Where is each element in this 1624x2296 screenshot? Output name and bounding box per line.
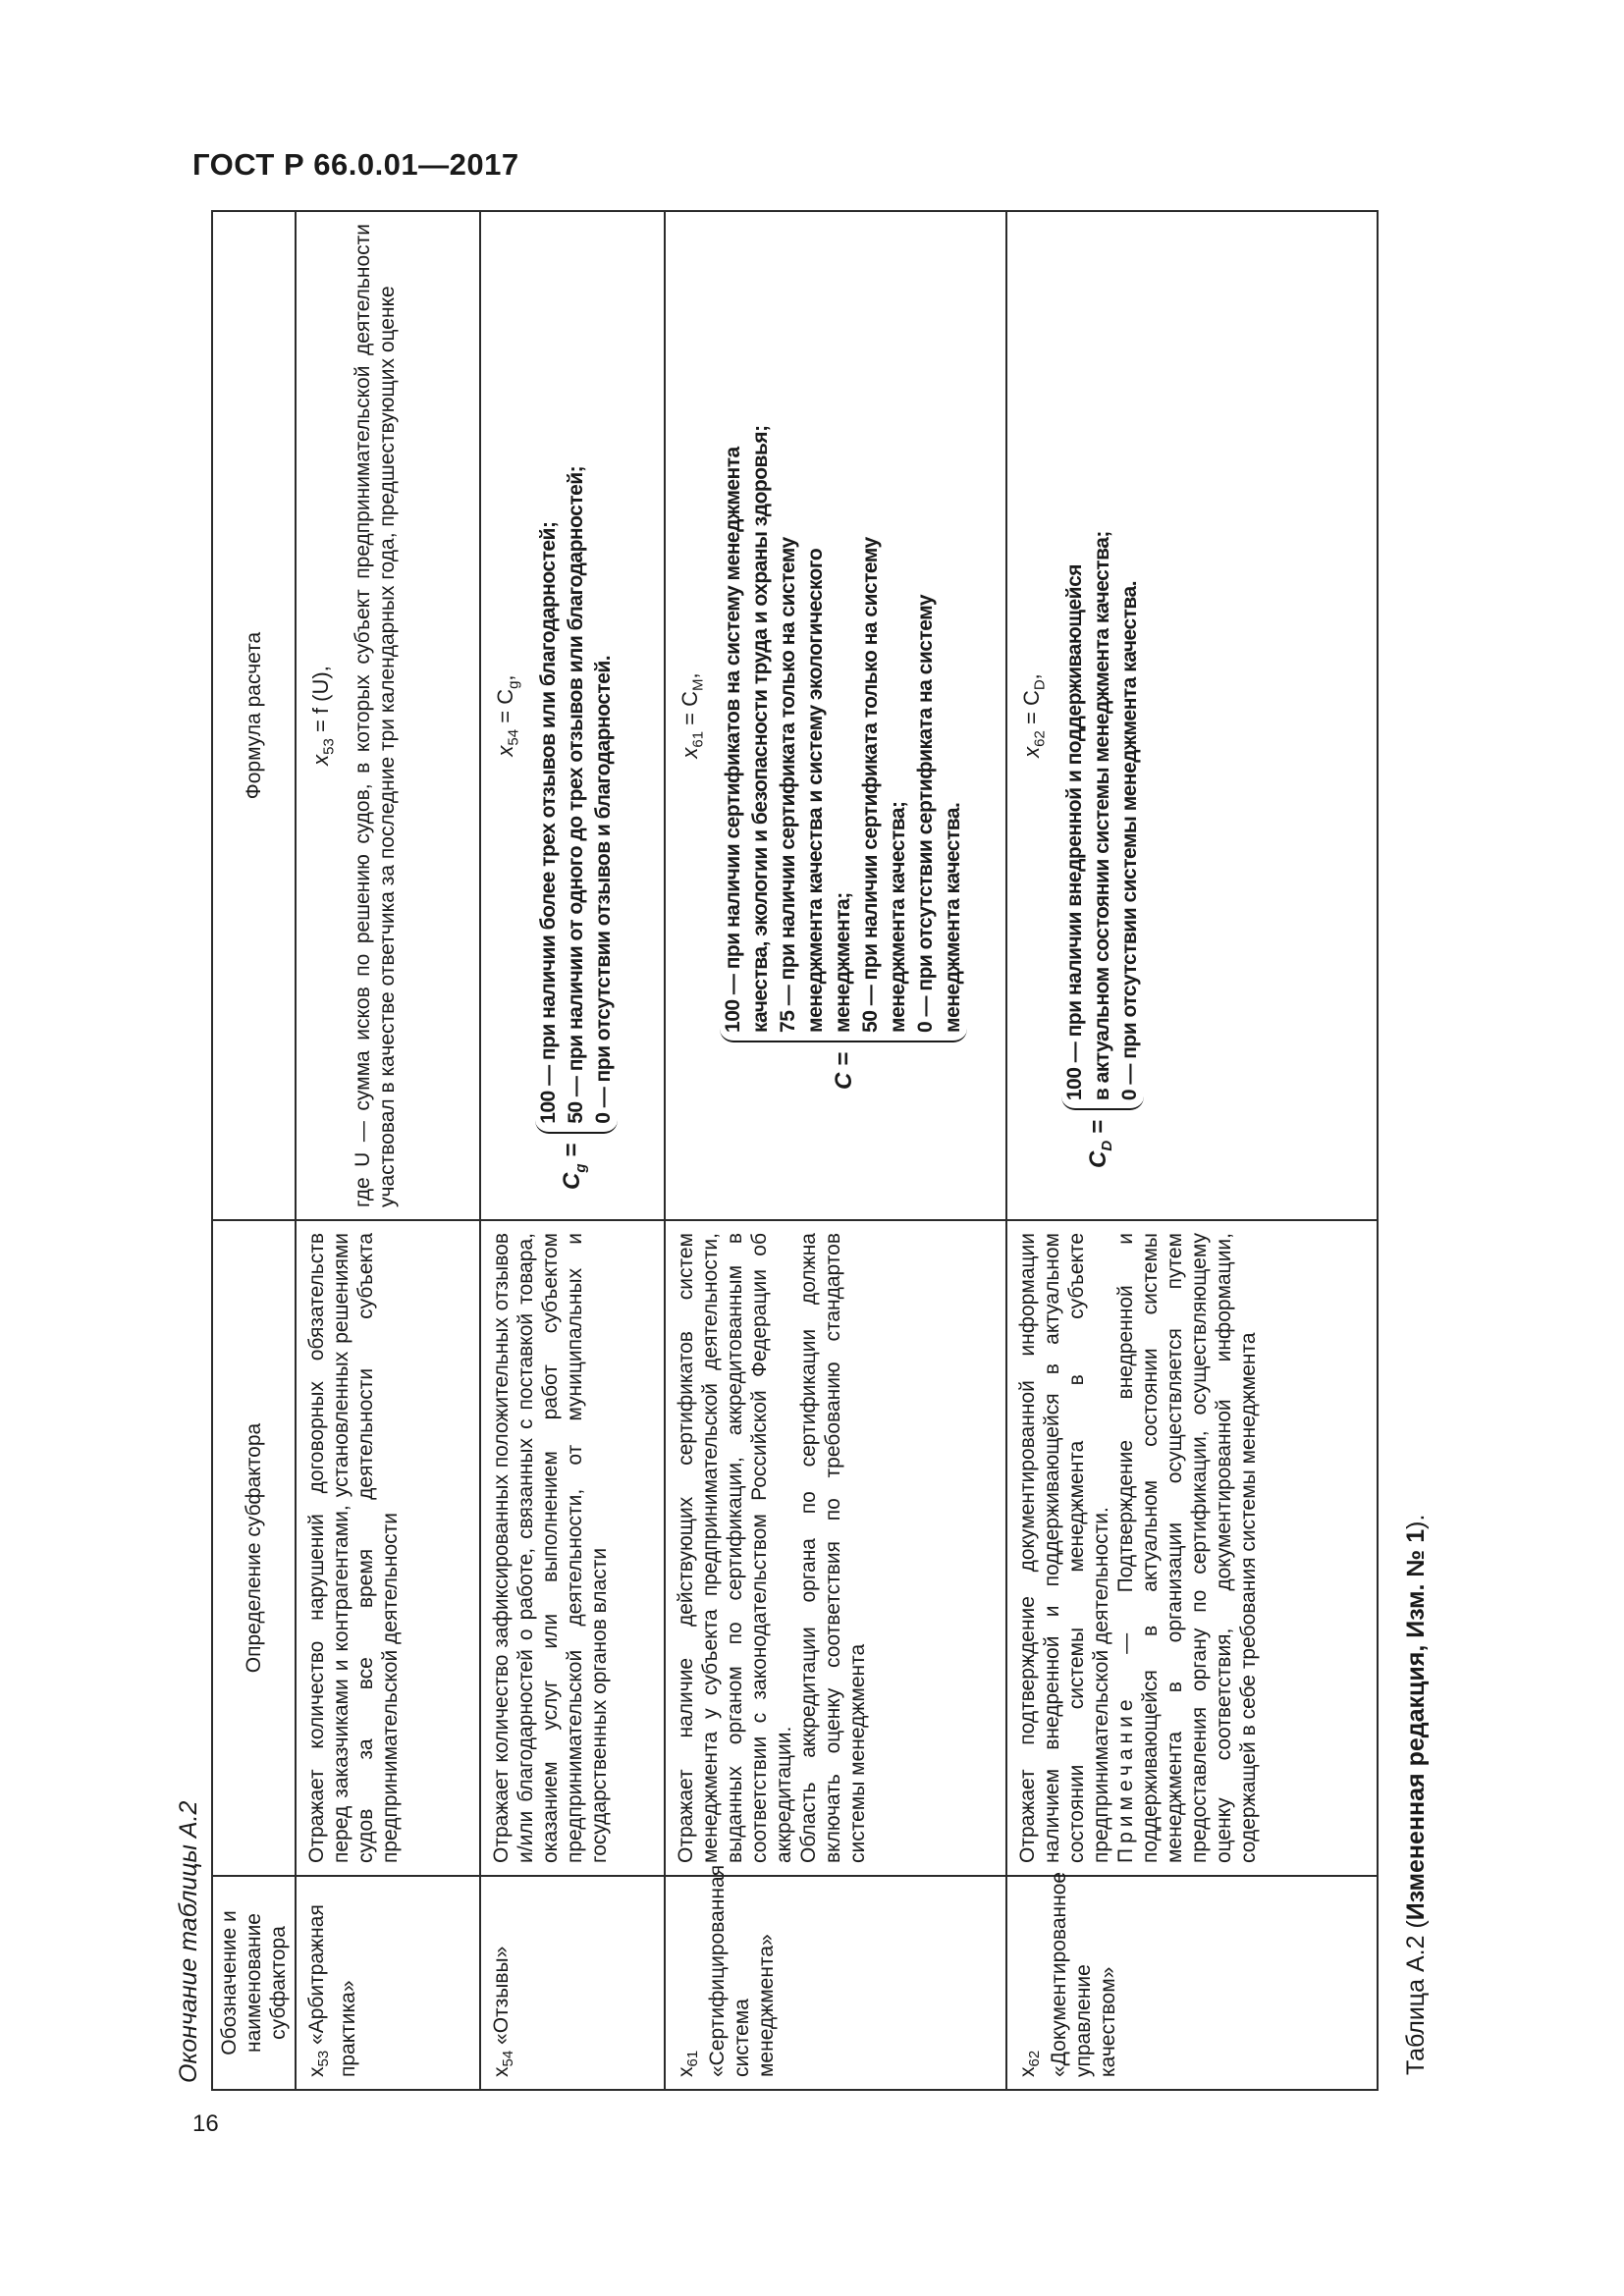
system-line: менеджмента качества; [887, 801, 910, 1033]
formula [308, 224, 341, 1207]
system-lhs: $C_D$ = [1085, 1120, 1116, 1168]
system-line: 75 — при наличии сертификата только на систему [777, 537, 800, 1033]
subfactor-name: «Арбитражная практика» [305, 1904, 360, 2077]
designation-cell [665, 1864, 1006, 2090]
designation-cell [296, 1876, 480, 2090]
designation-cell [1006, 1871, 1378, 2090]
system-lhs: $C_g$ = [559, 1143, 590, 1190]
formula-end: , [677, 672, 702, 679]
subfactor-name: «Сертифицированная система менеджмента» [706, 1864, 779, 2077]
formula-rhs-sub: M [689, 678, 707, 691]
system-line: 0 — при отсутствии системы менеджмента качества. [1118, 580, 1142, 1101]
table-amendment-note [1402, 265, 1431, 2075]
symbol: x [675, 2066, 697, 2077]
subfactor-table [211, 210, 1379, 2091]
note-text: — Подтверждение внедренной и поддерживающейся в актуальном состоянии системы менеджмента в организации осуществляется путем предоставления органу по сертификации, осуществляющему оценку соответствия, документированной информации, содержащей в себе требования системы менеджмента [1114, 1233, 1260, 1863]
definition-cell [1006, 1220, 1378, 1876]
formula-rhs-sub: D [1031, 679, 1049, 691]
system-line: 100 — при наличии сертификатов на систему менеджмента [722, 447, 745, 1033]
definition-text: Отражает наличие действующих сертификатов систем менеджмента у субъекта предпринимательской деятельности, выданных органом по сертификации, аккредитованным в соответствии с законодательством Российской Федерации об аккредитации. [675, 1233, 795, 1863]
definition-cell [296, 1220, 480, 1876]
subfactor-name: «Документированное управление качеством» [1048, 1871, 1120, 2077]
rotated-table-block [174, 224, 1430, 2091]
system-line: менеджмента; [832, 892, 855, 1033]
system-line: 0 — при отсутствии отзывов и благодарностей. [592, 655, 616, 1124]
definition-text: Отражает подтверждение документированной информации наличием внедренной и поддерживающейся в актуальном состоянии системы менеджмента в субъекте предпринимательской деятельности. [1016, 1233, 1112, 1863]
system-brace [535, 466, 618, 1134]
system-line: 50 — при наличии от одного до трех отзывов или благодарностей; [565, 465, 588, 1124]
system-lhs-letter: C [830, 1072, 857, 1090]
formula-lhs: x [308, 754, 333, 766]
note [1113, 1233, 1261, 1863]
table-row [480, 211, 665, 2090]
system-lhs-sub: D [1099, 1140, 1116, 1151]
column-header-designation: Обозначение и наименование субфактора [212, 1876, 296, 2090]
formula-rhs-sub: g [505, 680, 522, 689]
definition-text-2: Область аккредитации органа по сертификации должна включать оценку соответствия по требованию стандартов системы менеджмента [797, 1233, 869, 1863]
symbol-sub: 61 [684, 2050, 702, 2067]
formula-rhs: = C [1019, 690, 1044, 731]
formula [493, 224, 525, 1207]
definition-text: Отражает количество зафиксированных положительных отзывов и/или благодарностей о работе, связанных с поставкой товара, оказанием услуг или выполнением работ субъектом предпринимательской деятельности, от муниципальных и государственных органов власти [490, 1233, 611, 1863]
formula-sub: 62 [1031, 730, 1049, 747]
definition-text: Отражает количество нарушений договорных обязательств перед заказчиками и контрагентами, установленных решениями судов за все время деятельности субъекта предпринимательской деятельности [305, 1233, 402, 1863]
formula-lhs: x [493, 745, 517, 757]
formula-sub: 54 [505, 728, 522, 746]
formula-explanation: где U — сумма исков по решению судов, в которых субъект предпринимательской деятельности участвовал в качестве ответчика за последние три календарных года, предшествующих оценке [352, 224, 400, 1207]
system-line: в актуальном состоянии системы менеджмента качества; [1091, 531, 1114, 1101]
symbol-sub: 54 [500, 2050, 517, 2067]
designation-cell [480, 1876, 665, 2090]
formula-cell [665, 211, 1006, 1220]
symbol: x [490, 2066, 513, 2077]
table-row [665, 211, 1006, 2090]
symbol: x [1016, 2066, 1039, 2077]
system-lhs: C = [830, 1051, 857, 1090]
page-number: 16 [192, 2110, 219, 2137]
formula-rhs: = f (U), [308, 666, 333, 739]
table-caption: Окончание таблицы А.2 [175, 1800, 202, 2083]
table-row [296, 211, 480, 2090]
table-row [1006, 211, 1378, 2090]
piecewise-system [1061, 224, 1144, 1207]
system-lhs-letter: C [1085, 1150, 1112, 1168]
system-brace [1061, 531, 1144, 1110]
formula [677, 224, 710, 1207]
table-header-row [212, 211, 296, 2090]
system-line: менеджмента качества. [942, 802, 965, 1033]
note-prefix: Таблица А.2 ( [1402, 1920, 1430, 2075]
column-header-formula: Формула расчета [212, 211, 296, 1220]
note-bold: Измененная редакция, Изм. № 1 [1402, 1528, 1430, 1921]
system-lhs-sub: g [572, 1163, 590, 1173]
formula [1019, 224, 1052, 1207]
note-suffix: ). [1402, 1514, 1430, 1529]
formula-sub: 53 [320, 738, 338, 755]
symbol: x [305, 2066, 328, 2077]
formula-lhs: x [1019, 746, 1044, 758]
formula-rhs: = C [677, 690, 702, 731]
definition-cell [665, 1220, 1006, 1876]
subfactor-name: «Отзывы» [490, 1946, 513, 2045]
formula-cell [480, 211, 665, 1220]
formula-cell [1006, 211, 1378, 1220]
piecewise-system [535, 224, 618, 1207]
formula-rhs: = C [493, 688, 517, 729]
system-line: 100 — при наличии внедренной и поддерживающейся [1063, 564, 1087, 1101]
system-line: 50 — при наличии сертификата только на систему [859, 537, 883, 1033]
column-header-definition: Определение субфактора [212, 1220, 296, 1876]
formula-end: , [1019, 673, 1044, 680]
system-line: менеджмента качества и систему экологического [804, 548, 828, 1033]
document-code: ГОСТ Р 66.0.01—2017 [192, 147, 519, 182]
note-label: Примечание [1114, 1694, 1137, 1863]
piecewise-system [720, 224, 967, 1207]
system-brace [720, 425, 967, 1042]
definition-cell [480, 1220, 665, 1876]
formula-end: , [493, 674, 517, 681]
symbol-sub: 62 [1026, 2050, 1044, 2067]
system-line: 0 — при отсутствии сертификата на систему [914, 594, 938, 1033]
system-line: 100 — при наличии более трех отзывов или благодарностей; [537, 521, 561, 1124]
formula-sub: 61 [689, 730, 707, 748]
formula-lhs: x [677, 747, 702, 759]
system-lhs-letter: C [559, 1172, 586, 1190]
symbol-sub: 53 [315, 2050, 333, 2067]
formula-cell [296, 211, 480, 1220]
system-line: качества, экологии и безопасности труда и охраны здоровья; [749, 425, 773, 1033]
